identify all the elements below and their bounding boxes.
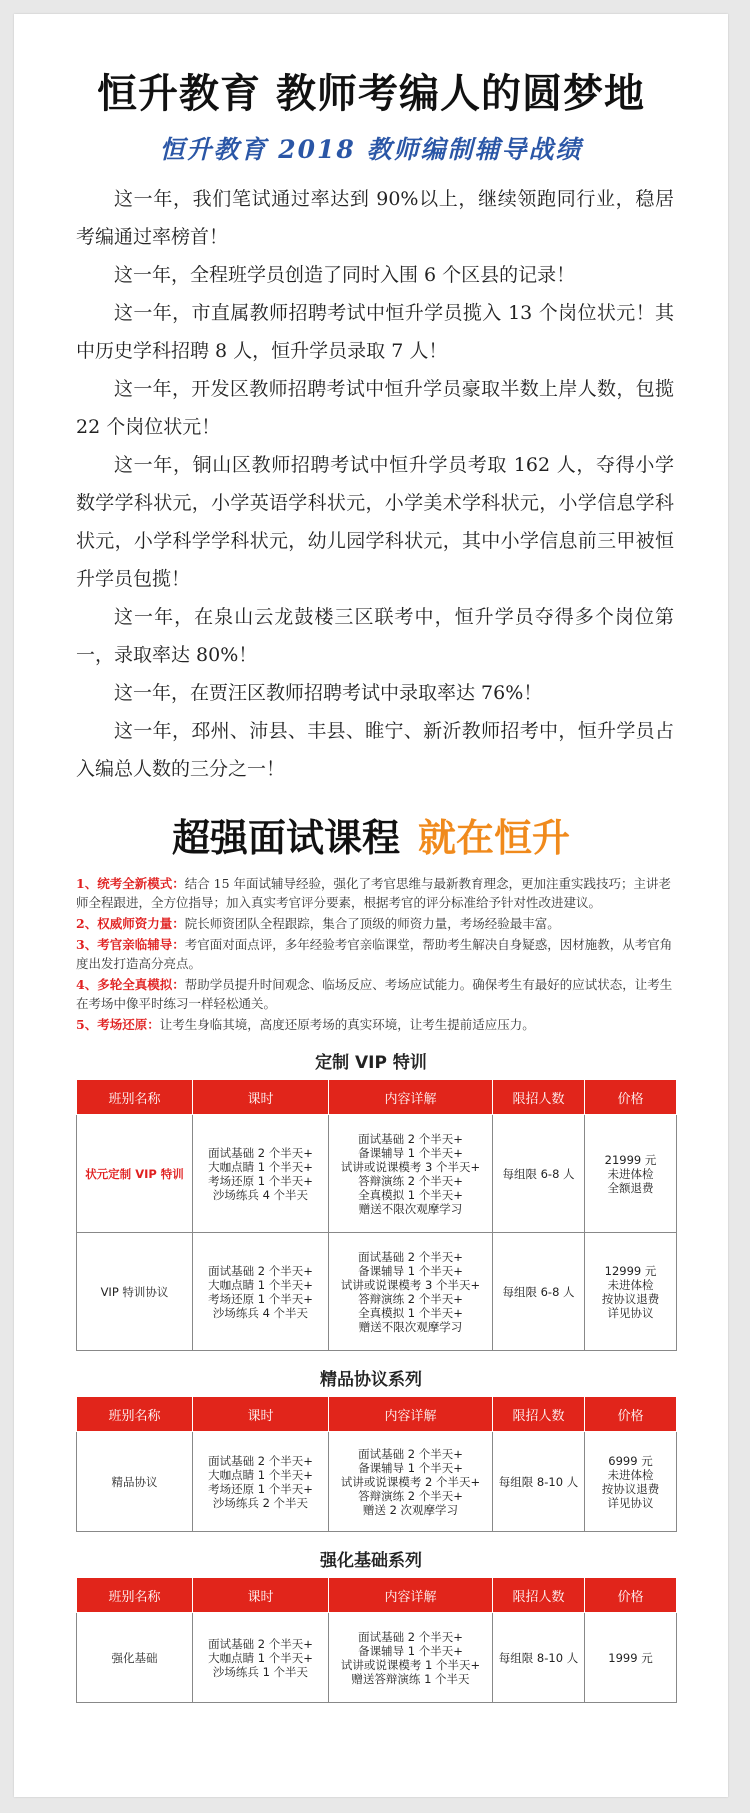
content-line: 全真模拟 1 个半天+ (358, 1305, 463, 1320)
feature-text: 帮助学员提升时间观念、临场反应、考场应试能力。确保考生有最好的应试状态，让考生在考场中像平时练习一样轻松通关。 (76, 977, 673, 1011)
achievements-list (76, 180, 674, 788)
col-header-class: 班别名称 (77, 1080, 193, 1115)
feature-tag: 5、考场还原： (76, 1017, 160, 1032)
interview-section-title (14, 814, 728, 862)
achievement-paragraph: 这一年，全程班学员创造了同时入围 6 个区县的记录！ (114, 264, 576, 286)
limit-cell: 每组限 8-10 人 (493, 1432, 585, 1532)
hours-line: 面试基础 2 个半天+ (208, 1453, 313, 1468)
page-subtitle: 恒升教育 2018 教师编制辅导战绩 (159, 135, 583, 164)
hours-line: 面试基础 2 个半天+ (208, 1145, 313, 1160)
limit-cell: 每组限 6-8 人 (493, 1233, 585, 1351)
content-line: 备课辅导 1 个半天+ (358, 1460, 463, 1475)
content-line: 全真模拟 1 个半天+ (358, 1187, 463, 1202)
content-line: 答辩演练 2 个半天+ (358, 1173, 463, 1188)
table-header-row (77, 1080, 677, 1115)
achievement-paragraph: 这一年，开发区教师招聘考试中恒升学员豪取半数上岸人数，包揽 22 个岗位状元！ (76, 378, 674, 438)
col-header-class: 班别名称 (77, 1578, 193, 1613)
feature-text: 院长师资团队全程跟踪，集合了顶级的师资力量，考场经验最丰富。 (184, 916, 560, 931)
hours-line: 沙场练兵 4 个半天 (212, 1305, 309, 1320)
content-cell (329, 1115, 493, 1233)
table-row (77, 1115, 677, 1233)
price-line: 全额退费 (607, 1180, 654, 1195)
hours-cell (193, 1115, 329, 1233)
content-line: 面试基础 2 个半天+ (358, 1446, 463, 1461)
hours-line: 大咖点睛 1 个半天+ (208, 1277, 313, 1292)
achievement-paragraph: 这一年，铜山区教师招聘考试中恒升学员考取 162 人，夺得小学数学学科状元，小学英语学科状元，小学美术学科状元，小学信息学科状元，小学科学学科状元，幼儿园学科状元，其中小学信息前三甲被恒升学员包揽！ (76, 454, 674, 590)
vip-course-table (76, 1079, 677, 1351)
content-cell (329, 1233, 493, 1351)
features-list (76, 874, 676, 1034)
content-line: 赠送不限次观摩学习 (358, 1201, 463, 1216)
price-line: 按协议退费 (601, 1291, 660, 1306)
col-header-hours: 课时 (193, 1578, 329, 1613)
feature-item (76, 914, 676, 933)
feature-text: 结合 15 年面试辅导经验，强化了考官思维与最新教育理念，更加注重实践技巧；主讲老师全程跟进，全方位指导；加入真实考官评分要素，根据考官的评分标准给予针对性改进建议。 (76, 876, 672, 910)
price-line: 详见协议 (607, 1305, 654, 1320)
content-line: 赠送答辩演练 1 个半天 (351, 1671, 470, 1686)
col-header-content: 内容详解 (329, 1578, 493, 1613)
table-row (77, 1432, 677, 1532)
hours-cell (193, 1432, 329, 1532)
col-header-hours: 课时 (193, 1080, 329, 1115)
premium-course-table (76, 1396, 677, 1532)
limit-cell: 每组限 6-8 人 (493, 1115, 585, 1233)
col-header-price: 价格 (585, 1397, 677, 1432)
hours-line: 大咖点睛 1 个半天+ (208, 1467, 313, 1482)
table-heading-premium: 精品协议系列 (320, 1370, 422, 1390)
col-header-limit: 限招人数 (493, 1397, 585, 1432)
poster (14, 14, 728, 1797)
achievement-paragraph: 这一年，市直属教师招聘考试中恒升学员揽入 13 个岗位状元！其中历史学科招聘 8 人，恒升学员录取 7 人！ (76, 302, 674, 362)
limit-cell: 每组限 8-10 人 (493, 1613, 585, 1703)
content-line: 备课辅导 1 个半天+ (358, 1145, 463, 1160)
content-line: 面试基础 2 个半天+ (358, 1629, 463, 1644)
feature-item (76, 935, 676, 973)
content-cell (329, 1613, 493, 1703)
col-header-limit: 限招人数 (493, 1578, 585, 1613)
feature-tag: 2、权威师资力量： (76, 916, 185, 931)
table-heading-basic: 强化基础系列 (320, 1551, 422, 1571)
content-line: 答辩演练 2 个半天+ (358, 1291, 463, 1306)
table-heading-vip: 定制 VIP 特训 (315, 1053, 427, 1073)
page-title: 恒升教育 教师考编人的圆梦地 (97, 71, 645, 117)
price-line: 21999 元 (604, 1152, 657, 1167)
col-header-content: 内容详解 (329, 1080, 493, 1115)
feature-text: 让考生身临其境，高度还原考场的真实环境，让考生提前适应压力。 (159, 1017, 535, 1032)
price-cell (585, 1115, 677, 1233)
price-line: 未进体检 (607, 1467, 654, 1482)
table-row (77, 1613, 677, 1703)
hours-line: 大咖点睛 1 个半天+ (208, 1650, 313, 1665)
achievement-paragraph: 这一年，在贾汪区教师招聘考试中录取率达 76%！ (114, 682, 543, 704)
table-header-row (77, 1397, 677, 1432)
feature-item (76, 1015, 676, 1034)
achievement-paragraph: 这一年，邳州、沛县、丰县、睢宁、新沂教师招考中，恒升学员占入编总人数的三分之一！ (76, 720, 674, 780)
hours-line: 大咖点睛 1 个半天+ (208, 1159, 313, 1174)
feature-item (76, 975, 676, 1013)
hours-line: 面试基础 2 个半天+ (208, 1263, 313, 1278)
col-header-content: 内容详解 (329, 1397, 493, 1432)
hours-line: 沙场练兵 4 个半天 (212, 1187, 309, 1202)
price-cell (585, 1432, 677, 1532)
table-row (77, 1233, 677, 1351)
content-line: 试讲或说课模考 3 个半天+ (340, 1277, 481, 1292)
content-line: 试讲或说课模考 3 个半天+ (340, 1159, 481, 1174)
price-line: 1999 元 (608, 1650, 653, 1665)
feature-tag: 4、多轮全真模拟： (76, 977, 185, 992)
feature-text: 考官面对面点评，多年经验考官亲临课堂，帮助考生解决自身疑惑，因材施教，从考官角度出发打造高分亮点。 (76, 937, 673, 971)
hours-line: 考场还原 1 个半天+ (208, 1173, 313, 1188)
interview-title-accent: 就在恒升 (418, 816, 571, 860)
table-header-row (77, 1578, 677, 1613)
class-name-cell: 强化基础 (77, 1613, 193, 1703)
content-line: 面试基础 2 个半天+ (358, 1131, 463, 1146)
col-header-class: 班别名称 (77, 1397, 193, 1432)
content-cell (329, 1432, 493, 1532)
class-name-cell: 状元定制 VIP 特训 (77, 1115, 193, 1233)
price-line: 12999 元 (604, 1263, 657, 1278)
col-header-hours: 课时 (193, 1397, 329, 1432)
content-line: 赠送 2 次观摩学习 (362, 1502, 459, 1517)
content-line: 面试基础 2 个半天+ (358, 1249, 463, 1264)
content-line: 答辩演练 2 个半天+ (358, 1488, 463, 1503)
col-header-limit: 限招人数 (493, 1080, 585, 1115)
price-line: 6999 元 (608, 1453, 653, 1468)
interview-title-main: 超强面试课程 (171, 816, 400, 860)
content-line: 备课辅导 1 个半天+ (358, 1643, 463, 1658)
class-name-cell: 精品协议 (77, 1432, 193, 1532)
hours-cell (193, 1233, 329, 1351)
content-line: 赠送不限次观摩学习 (358, 1319, 463, 1334)
hours-line: 沙场练兵 2 个半天 (212, 1495, 309, 1510)
price-line: 详见协议 (607, 1495, 654, 1510)
hours-line: 面试基础 2 个半天+ (208, 1636, 313, 1651)
price-cell (585, 1613, 677, 1703)
content-line: 试讲或说课模考 1 个半天+ (340, 1657, 481, 1672)
feature-tag: 3、考官亲临辅导： (76, 937, 185, 952)
price-cell (585, 1233, 677, 1351)
hours-line: 考场还原 1 个半天+ (208, 1291, 313, 1306)
content-line: 试讲或说课模考 2 个半天+ (340, 1474, 481, 1489)
price-line: 未进体检 (607, 1166, 654, 1181)
hours-line: 考场还原 1 个半天+ (208, 1481, 313, 1496)
price-line: 未进体检 (607, 1277, 654, 1292)
hours-cell (193, 1613, 329, 1703)
feature-item (76, 874, 676, 912)
hours-line: 沙场练兵 1 个半天 (212, 1664, 309, 1679)
price-line: 按协议退费 (601, 1481, 660, 1496)
col-header-price: 价格 (585, 1080, 677, 1115)
class-name-cell: VIP 特训协议 (77, 1233, 193, 1351)
basic-course-table (76, 1577, 677, 1703)
achievement-paragraph: 这一年，在泉山云龙鼓楼三区联考中，恒升学员夺得多个岗位第一，录取率达 80%！ (76, 606, 674, 666)
col-header-price: 价格 (585, 1578, 677, 1613)
content-line: 备课辅导 1 个半天+ (358, 1263, 463, 1278)
achievement-paragraph: 这一年，我们笔试通过率达到 90%以上，继续领跑同行业，稳居考编通过率榜首！ (76, 188, 674, 248)
feature-tag: 1、统考全新模式： (76, 876, 185, 891)
